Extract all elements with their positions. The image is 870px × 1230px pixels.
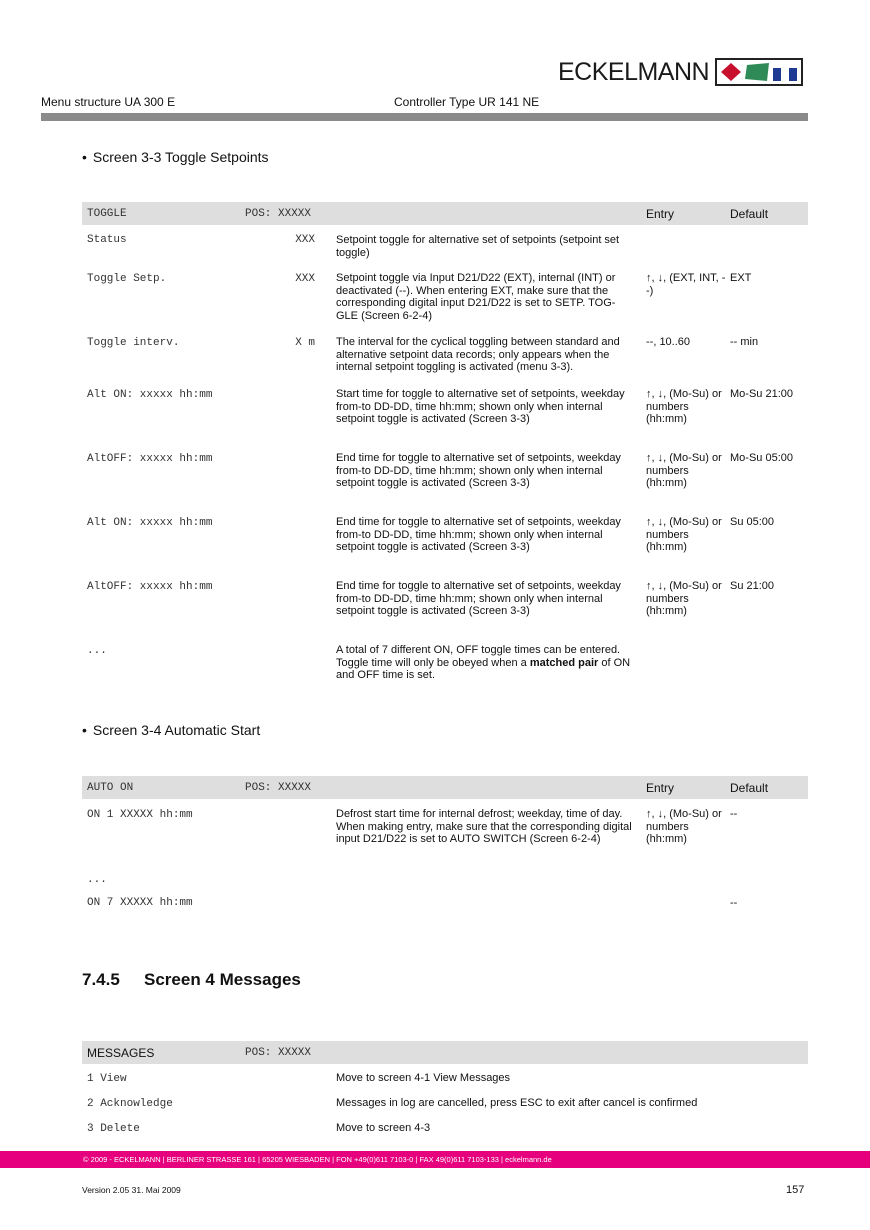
auto-table-name: AUTO ON [87,782,134,794]
row-label: 3 Delete [87,1123,140,1135]
row-label: Toggle interv. [87,337,180,349]
row-description: End time for toggle to alternative set of setpoints, weekday from-to DD-DD, time hh:mm; shown only when internal setpoint toggle is activated (Screen 3-3) [336,580,621,618]
row-value: XXX [295,273,315,285]
row-default: Su 05:00 [730,516,775,528]
section-auto-heading: • Screen 3-4 Automatic Start [82,722,261,738]
row-description: A total of 7 different ON, OFF toggle times can be entered. Toggle time will only be obeyed when a matched pair of ON and OFF time is set. [336,644,631,682]
logo-text: ECKELMANN [558,57,710,86]
row-label: Status [87,234,127,246]
row-label: AltOFF: xxxxx hh:mm [87,581,213,593]
row-description: Defrost start time for internal defrost; weekday, time of day. When making entry, make sure that the corresponding digital input D21/D22 is set to AUTO SWITCH (Screen 6-2-4) [336,808,632,846]
row-default: -- [730,897,738,909]
row-value: X m [295,337,315,349]
section-messages-heading: 7.4.5 Screen 4 Messages [82,970,301,989]
row-label: AltOFF: xxxxx hh:mm [87,453,213,465]
row-description: Setpoint toggle via Input D21/D22 (EXT), internal (INT) or deactivated (--). When entering EXT, make sure that the corresponding digital input D21/D22 is set to SETP. TOG-GLE (Screen 6-2-4) [336,272,616,322]
auto-entry-header: Entry [646,781,675,795]
row-value: XXX [295,234,315,246]
bullet-icon: • [82,149,87,165]
row-default: Mo-Su 21:00 [730,388,793,400]
row-label: Alt ON: xxxxx hh:mm [87,389,213,401]
toggle-table-name: TOGGLE [87,208,127,220]
bullet-icon: • [82,722,87,738]
row-label: ON 1 XXXXX hh:mm [87,809,193,821]
row-label: ... [87,645,107,657]
footer-bar: © 2009 - ECKELMANN | BERLINER STRASSE 161 | 65205 WIESBADEN | FON +49(0)611 7103-0 | FAX 49(0)611 7103-133 | eckelmann.de [0,1151,870,1168]
row-entry: ↑, ↓, (EXT, INT, --) [646,272,726,297]
toggle-default-header: Default [730,207,769,221]
row-description: Messages in log are cancelled, press ESC to exit after cancel is confirmed [336,1097,698,1109]
auto-table-pos: POS: XXXXX [245,782,312,794]
row-default: -- [730,808,738,820]
messages-table-header [82,1041,808,1064]
row-default: -- min [730,336,759,348]
eckelmann-logo [558,58,803,86]
row-entry: --, 10..60 [646,336,691,348]
row-description: The interval for the cyclical toggling between standard and alternative setpoint data records; only appears when the internal setpoint toggling is activated (menu 3-3). [336,336,620,374]
toggle-entry-header: Entry [646,207,675,221]
row-entry: ↑, ↓, (Mo-Su) or numbers (hh:mm) [646,452,722,490]
header-divider [41,113,808,121]
messages-table-pos: POS: XXXXX [245,1047,312,1059]
row-label: Alt ON: xxxxx hh:mm [87,517,213,529]
row-label: 1 View [87,1073,127,1085]
page-number: 157 [786,1184,805,1196]
auto-default-header: Default [730,781,769,795]
row-description: Move to screen 4-3 [336,1122,431,1134]
row-default: Mo-Su 05:00 [730,452,793,464]
header-controller-type: Controller Type UR 141 NE [394,95,540,109]
logo-mark-icon [715,58,803,86]
row-description: End time for toggle to alternative set of setpoints, weekday from-to DD-DD, time hh:mm; shown only when internal setpoint toggle is activated (Screen 3-3) [336,516,621,554]
row-description: Move to screen 4-1 View Messages [336,1072,511,1084]
section-toggle-heading: • Screen 3-3 Toggle Setpoints [82,149,269,165]
row-label: Toggle Setp. [87,273,167,285]
header-doc-title: Menu structure UA 300 E [41,95,176,109]
version-info: Version 2.05 31. Mai 2009 [82,1185,181,1195]
row-default: Su 21:00 [730,580,775,592]
row-description: Setpoint toggle for alternative set of setpoints (setpoint set toggle) [336,234,620,259]
toggle-table-pos: POS: XXXXX [245,208,312,220]
row-description: End time for toggle to alternative set of setpoints, weekday from-to DD-DD, time hh:mm; shown only when internal setpoint toggle is activated (Screen 3-3) [336,452,621,490]
messages-table-name: MESSAGES [87,1046,155,1060]
row-label: 2 Acknowledge [87,1098,173,1110]
row-entry: ↑, ↓, (Mo-Su) or numbers (hh:mm) [646,388,722,426]
row-label: ON 7 XXXXX hh:mm [87,897,193,909]
row-entry: ↑, ↓, (Mo-Su) or numbers (hh:mm) [646,516,722,554]
row-entry: ↑, ↓, (Mo-Su) or numbers (hh:mm) [646,808,722,846]
row-default: EXT [730,272,752,284]
row-description: Start time for toggle to alternative set of setpoints, weekday from-to DD-DD, time hh:mm; shown only when internal setpoint toggle is activated (Screen 3-3) [336,388,625,426]
auto-ellipsis: ... [87,874,107,886]
row-entry: ↑, ↓, (Mo-Su) or numbers (hh:mm) [646,580,722,618]
